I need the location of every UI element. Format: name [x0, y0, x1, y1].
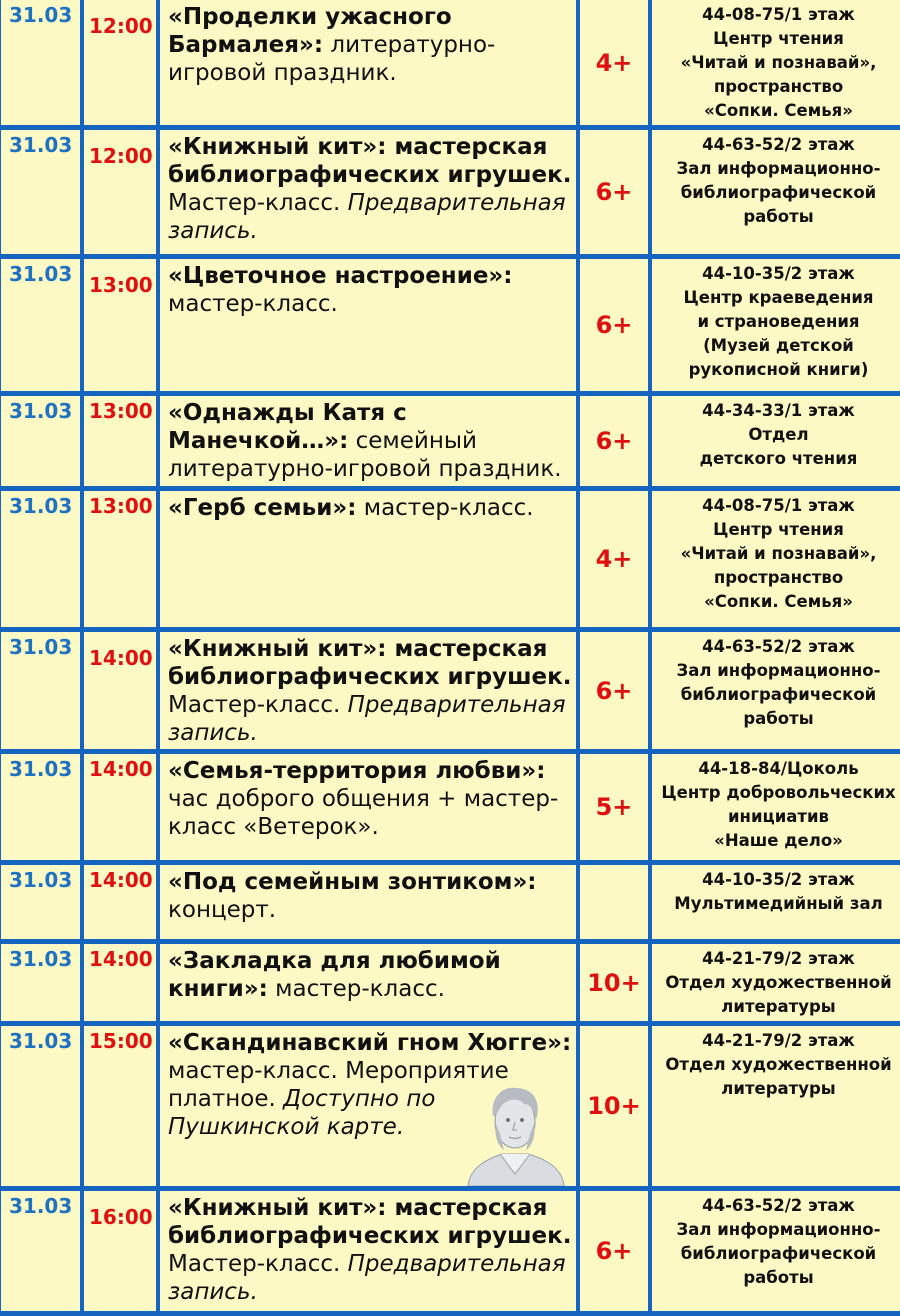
event-row	[1, 754, 900, 860]
event-title	[160, 754, 576, 860]
event-date: 31.03	[1, 0, 80, 125]
event-time: 16:00	[84, 1191, 156, 1311]
event-date: 31.03	[1, 1191, 80, 1311]
location-line: литературы	[721, 997, 836, 1016]
event-title	[160, 1026, 576, 1186]
age-rating: 4+	[580, 491, 648, 627]
event-title-description: семейный литературно-игровой праздник.	[168, 428, 562, 482]
age-rating: 6+	[580, 259, 648, 391]
event-title-description: мастер-класс.	[356, 495, 534, 521]
event-row	[1, 0, 900, 125]
event-title-bold: «Закладка для любимой книги»:	[168, 948, 501, 1002]
event-time: 13:00	[84, 396, 156, 486]
location-line: Отдел	[748, 425, 809, 444]
location-line: инициатив	[727, 807, 829, 826]
age-rating: 6+	[580, 396, 648, 486]
location-line: работы	[743, 207, 814, 226]
schedule-body	[1, 0, 900, 1311]
location-phone-floor: 44-34-33/1 этаж	[702, 401, 855, 420]
event-title-description: мастер-класс.	[267, 976, 445, 1002]
event-title-description: Мастер-класс.	[168, 190, 348, 216]
event-row	[1, 632, 900, 749]
event-time: 13:00	[84, 491, 156, 627]
pushkin-bust-icon	[460, 1074, 570, 1186]
location-phone-floor: 44-08-75/1 этаж	[702, 496, 855, 515]
location-line: Зал информационно-	[676, 1220, 881, 1239]
age-rating: 6+	[580, 1191, 648, 1311]
location-line: библиографической	[680, 685, 877, 704]
event-title	[160, 1191, 576, 1311]
event-location	[652, 632, 900, 749]
event-time: 12:00	[84, 130, 156, 254]
event-date: 31.03	[1, 1026, 80, 1186]
event-location	[652, 0, 900, 125]
location-line: и страноведения	[697, 312, 860, 331]
location-line: пространство	[713, 568, 844, 587]
event-title-bold: «Скандинавский гном Хюгге»:	[168, 1030, 572, 1056]
event-location	[652, 1026, 900, 1186]
event-location	[652, 130, 900, 254]
event-row	[1, 259, 900, 391]
age-rating: 10+	[580, 944, 648, 1021]
location-line: «Читай и познавай»,	[680, 53, 877, 72]
location-line: Центр краеведения	[683, 288, 874, 307]
event-title-bold: «Книжный кит»: мастерская библиографических игрушек.	[168, 134, 572, 188]
event-date: 31.03	[1, 491, 80, 627]
event-row	[1, 865, 900, 939]
event-location	[652, 944, 900, 1021]
event-time: 14:00	[84, 944, 156, 1021]
event-time: 15:00	[84, 1026, 156, 1186]
location-line: библиографической	[680, 1244, 877, 1263]
event-title	[160, 491, 576, 627]
event-title-bold: «Книжный кит»: мастерская библиографических игрушек.	[168, 1195, 572, 1249]
location-phone-floor: 44-18-84/Цоколь	[698, 759, 859, 778]
event-title	[160, 130, 576, 254]
location-line: Центр чтения	[713, 520, 844, 539]
location-line: работы	[743, 1268, 814, 1287]
event-title-note: Предварительная запись.	[168, 190, 566, 244]
location-phone-floor: 44-63-52/2 этаж	[702, 135, 855, 154]
location-line: «Наше дело»	[714, 831, 843, 850]
event-location	[652, 754, 900, 860]
event-title	[160, 632, 576, 749]
event-title-bold: «Семья-территория любви»:	[168, 758, 546, 784]
location-line: библиографической	[680, 183, 877, 202]
location-line: Центр чтения	[713, 29, 844, 48]
location-line: Мультимедийный зал	[674, 894, 883, 913]
age-rating: 4+	[580, 0, 648, 125]
location-line: пространство	[713, 77, 844, 96]
event-title-description: литературно-игровой праздник.	[168, 32, 496, 86]
location-line: «Читай и познавай»,	[680, 544, 877, 563]
event-title-bold: «Однажды Катя с Манечкой…»:	[168, 400, 407, 454]
event-time: 12:00	[84, 0, 156, 125]
event-title-bold: «Проделки ужасного Бармалея»:	[168, 4, 452, 58]
event-title	[160, 0, 576, 125]
event-location	[652, 396, 900, 486]
location-line: Отдел художественной	[665, 1055, 892, 1074]
event-title	[160, 396, 576, 486]
event-time: 14:00	[84, 754, 156, 860]
location-phone-floor: 44-63-52/2 этаж	[702, 637, 855, 656]
event-date: 31.03	[1, 944, 80, 1021]
event-title-description: час доброго общения + мастер-класс «Ветерок».	[168, 786, 559, 840]
event-location	[652, 1191, 900, 1311]
location-line: работы	[743, 709, 814, 728]
location-phone-floor: 44-21-79/2 этаж	[702, 1031, 855, 1050]
age-rating: 10+	[580, 1026, 648, 1186]
location-phone-floor: 44-10-35/2 этаж	[702, 870, 855, 889]
event-location	[652, 865, 900, 939]
event-date: 31.03	[1, 130, 80, 254]
event-title	[160, 259, 576, 391]
location-phone-floor: 44-63-52/2 этаж	[702, 1196, 855, 1215]
event-title-bold: «Под семейным зонтиком»:	[168, 869, 537, 895]
event-title-note: Предварительная запись.	[168, 692, 566, 746]
age-rating: 6+	[580, 632, 648, 749]
event-title-note: Предварительная запись.	[168, 1251, 566, 1305]
location-phone-floor: 44-21-79/2 этаж	[702, 949, 855, 968]
event-title-bold: «Цветочное настроение»:	[168, 263, 513, 289]
event-date: 31.03	[1, 754, 80, 860]
event-title-note: Доступно по Пушкинской карте.	[168, 1086, 436, 1140]
event-title-description: Мастер-класс.	[168, 692, 348, 718]
location-line: Зал информационно-	[676, 159, 881, 178]
location-line: литературы	[721, 1079, 836, 1098]
event-location	[652, 491, 900, 627]
event-title-description: мастер-класс.	[168, 291, 338, 317]
event-location	[652, 259, 900, 391]
event-date: 31.03	[1, 632, 80, 749]
location-phone-floor: 44-08-75/1 этаж	[702, 5, 855, 24]
event-title	[160, 944, 576, 1021]
location-line: Центр добровольческих	[661, 783, 896, 802]
event-date: 31.03	[1, 396, 80, 486]
location-line: рукописной книги)	[688, 360, 869, 379]
age-rating: 6+	[580, 130, 648, 254]
location-line: детского чтения	[699, 449, 858, 468]
event-row	[1, 944, 900, 1021]
event-time: 14:00	[84, 632, 156, 749]
location-line: (Музей детской	[703, 336, 854, 355]
event-title-bold: «Герб семьи»:	[168, 495, 357, 521]
event-time: 13:00	[84, 259, 156, 391]
location-phone-floor: 44-10-35/2 этаж	[702, 264, 855, 283]
event-title-bold: «Книжный кит»: мастерская библиографических игрушек.	[168, 636, 572, 690]
event-title-description: Мастер-класс.	[168, 1251, 348, 1277]
event-row	[1, 130, 900, 254]
location-line: Отдел художественной	[665, 973, 892, 992]
event-row	[1, 1026, 900, 1186]
event-row	[1, 1191, 900, 1311]
event-row	[1, 396, 900, 486]
location-line: «Сопки. Семья»	[704, 101, 853, 120]
location-line: Зал информационно-	[676, 661, 881, 680]
age-rating	[580, 865, 648, 939]
event-row	[1, 491, 900, 627]
event-date: 31.03	[1, 259, 80, 391]
event-title	[160, 865, 576, 939]
event-time: 14:00	[84, 865, 156, 939]
event-title-description: мастер-класс. Мероприятие платное.	[168, 1058, 509, 1112]
location-line: «Сопки. Семья»	[704, 592, 853, 611]
event-date: 31.03	[1, 865, 80, 939]
event-title-description: концерт.	[168, 897, 277, 923]
age-rating: 5+	[580, 754, 648, 860]
